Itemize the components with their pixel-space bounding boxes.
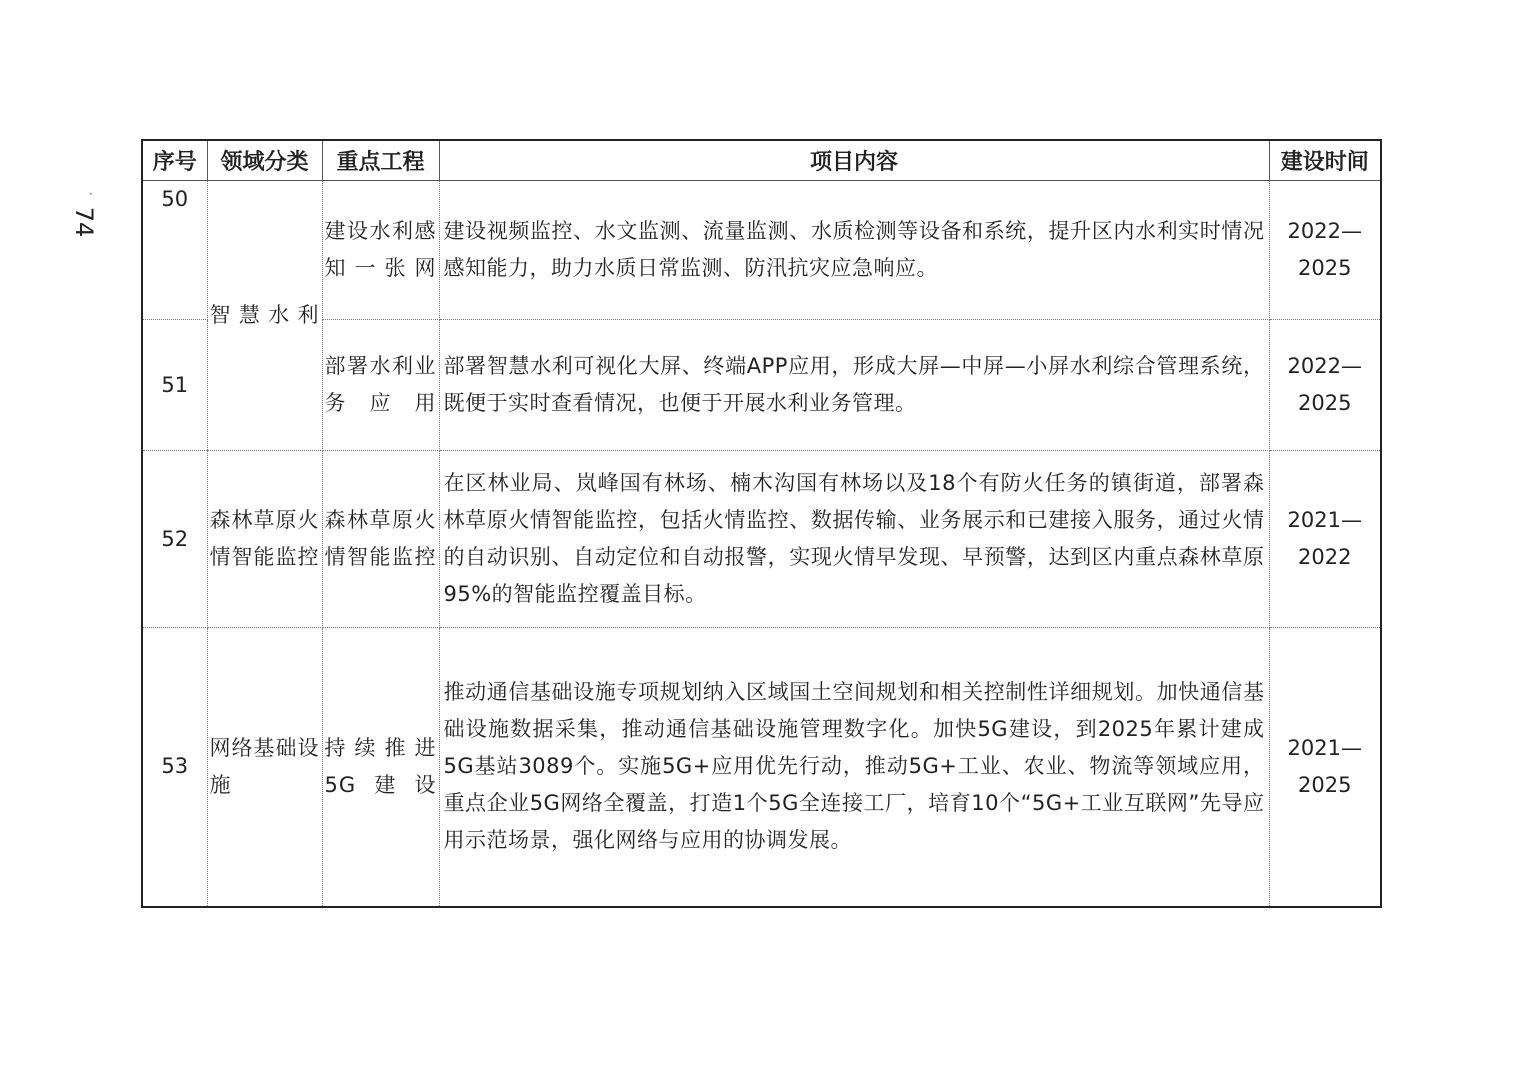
row-domain: 森林草原火情智能监控 [207, 451, 322, 628]
header-row [142, 140, 1381, 181]
row-content: 在区林业局、岚峰国有林场、楠木沟国有林场以及18个有防火任务的镇街道，部署森林草原火情智能监控，包括火情监控、数据传输、业务展示和已建接入服务，通过火情的自动识别、自动定位和自动报警，实现火情早发现、早预警，达到区内重点森林草原95%的智能监控覆盖目标。 [439, 451, 1269, 628]
row-content: 部署智慧水利可视化大屏、终端APP应用，形成大屏—中屏—小屏水利综合管理系统，既便于实时查看情况，也便于开展水利业务管理。 [439, 320, 1269, 451]
table-row [142, 628, 1381, 907]
row-content: 建设视频监控、水文监测、流量监测、水质检测等设备和系统，提升区内水利实时情况感知能力，助力水质日常监测、防汛抗灾应急响应。 [439, 181, 1269, 320]
row-serial: 51 [142, 320, 207, 451]
row-project: 持续推进5G建设 [322, 628, 439, 907]
header-time: 建设时间 [1269, 140, 1381, 181]
row-time: 2022—2025 [1269, 320, 1381, 451]
row-project: 森林草原火情智能监控 [322, 451, 439, 628]
row-domain: 智慧水利 [207, 181, 322, 451]
page-mark: · [89, 187, 93, 201]
row-domain: 网络基础设施 [207, 628, 322, 907]
row-time: 2022—2025 [1269, 181, 1381, 320]
table-row [142, 320, 1381, 451]
row-time: 2021—2025 [1269, 628, 1381, 907]
row-serial: 52 [142, 451, 207, 628]
project-table [141, 139, 1382, 908]
row-time: 2021—2022 [1269, 451, 1381, 628]
row-content: 推动通信基础设施专项规划纳入区域国土空间规划和相关控制性详细规划。加快通信基础设施数据采集，推动通信基础设施管理数字化。加快5G建设，到2025年累计建成5G基站3089个。实施5G+应用优先行动，推动5G+工业、农业、物流等领域应用，重点企业5G网络全覆盖，打造1个5G全连接工厂，培育10个“5G+工业互联网”先导应用示范场景，强化网络与应用的协调发展。 [439, 628, 1269, 907]
page-number: 74 [70, 206, 98, 238]
header-project: 重点工程 [322, 140, 439, 181]
row-project: 部署水利业务应用 [322, 320, 439, 451]
row-project: 建设水利感知一张网 [322, 181, 439, 320]
table-row [142, 181, 1381, 320]
header-content: 项目内容 [439, 140, 1269, 181]
header-serial: 序号 [142, 140, 207, 181]
table-row [142, 451, 1381, 628]
row-serial: 53 [142, 628, 207, 907]
header-domain: 领域分类 [207, 140, 322, 181]
row-serial: 50 [142, 181, 207, 320]
